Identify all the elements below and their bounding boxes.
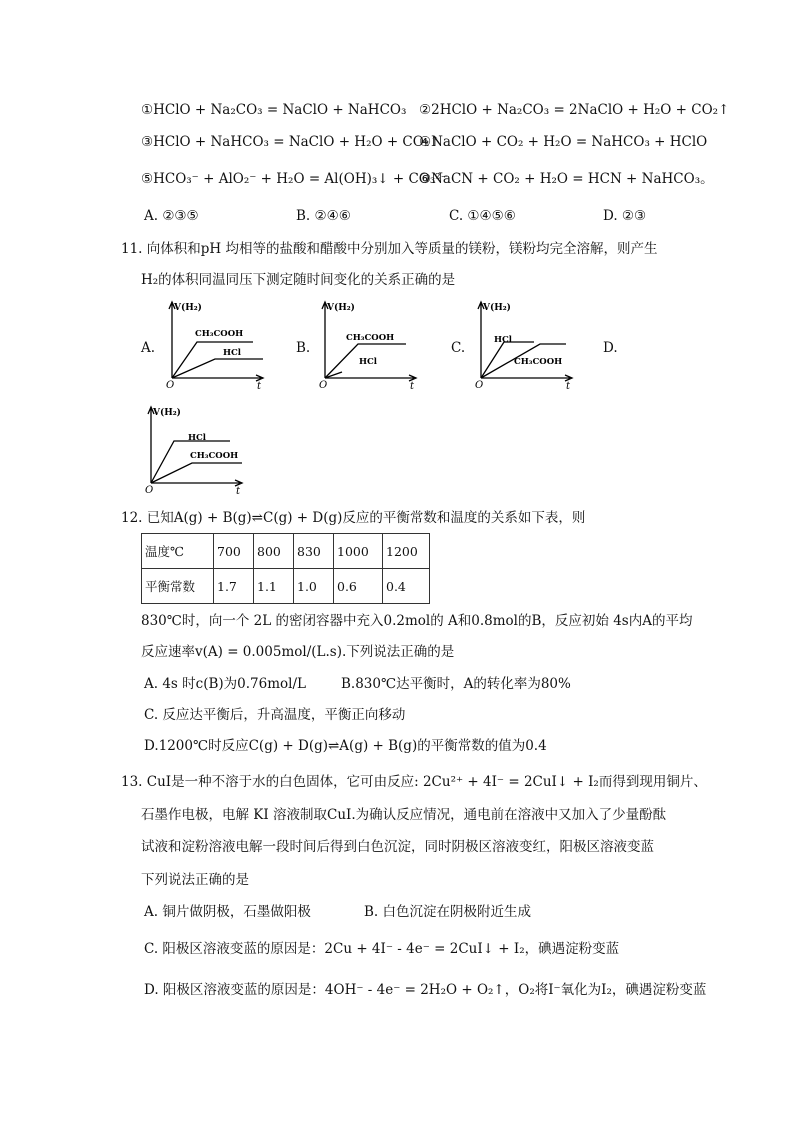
graph-c-bottom-label: CH₃COOH: [514, 357, 563, 367]
q10-option-a: A. ②③⑤: [144, 208, 199, 224]
graph-b: [318, 298, 418, 394]
table-cell: 0.4: [383, 569, 430, 604]
table-cell: 1.0: [294, 569, 334, 604]
equilibrium-table: [141, 533, 430, 604]
graph-b-top-label: CH₃COOH: [346, 333, 395, 343]
equation-5: ⑤HCO₃⁻ + AlO₂⁻ + H₂O = Al(OH)₃↓ + CO₃²⁻: [141, 171, 448, 187]
graph-d-xlabel: t: [236, 486, 241, 497]
graph-d-bottom-label: CH₃COOH: [190, 451, 239, 461]
table-cell: 830: [294, 534, 334, 569]
q13-stem-line4: 下列说法正确的是: [141, 872, 249, 888]
q12-option-a: A. 4s 时c(B)为0.76mol/L: [144, 676, 306, 692]
graph-a-bottom-label: HCl: [223, 348, 242, 358]
q12-stem: 12. 已知A(g) + B(g)⇌C(g) + D(g)反应的平衡常数和温度的关系如下表，则: [121, 510, 586, 526]
q10-option-d: D. ②③: [603, 208, 647, 224]
graph-a-ylabel: V(H₂): [174, 303, 202, 313]
q13-option-d: D. 阳极区溶液变蓝的原因是：4OH⁻ - 4e⁻ = 2H₂O + O₂↑，O₂将I⁻氧化为I₂，碘遇淀粉变蓝: [144, 982, 707, 998]
table-cell: 温度℃: [142, 534, 214, 569]
q12-option-b: B.830℃达平衡时，A的转化率为80%: [341, 676, 571, 692]
graph-b-bottom-label: HCl: [359, 357, 378, 367]
q11-option-c-label: C.: [451, 340, 466, 356]
graph-c-xlabel: t: [566, 381, 571, 392]
q11-stem-line1: 11. 向体积和pH 均相等的盐酸和醋酸中分别加入等质量的镁粉，镁粉均完全溶解，则产生: [121, 241, 658, 257]
q12-option-d: D.1200℃时反应C(g) + D(g)⇌A(g) + B(g)的平衡常数的值为0.4: [144, 738, 547, 754]
equation-3: ③HClO + NaHCO₃ = NaClO + H₂O + CO₂↑: [141, 134, 441, 150]
q13-stem-line2: 石墨作电极，电解 KI 溶液制取CuI.为确认反应情况，通电前在溶液中又加入了少量酚酞: [141, 807, 667, 823]
q13-option-c: C. 阳极区溶液变蓝的原因是：2Cu + 4I⁻ - 4e⁻ = 2CuI↓ + I₂，碘遇淀粉变蓝: [144, 941, 620, 957]
graph-d: [144, 403, 244, 499]
graph-a-top-label: CH₃COOH: [195, 329, 244, 339]
q13-option-b: B. 白色沉淀在阴极附近生成: [364, 904, 532, 920]
q11-option-d-label: D.: [603, 340, 618, 356]
q13-stem-line3: 试液和淀粉溶液电解一段时间后得到白色沉淀，同时阴极区溶液变红，阳极区溶液变蓝: [141, 839, 654, 855]
equation-4: ④NaClO + CO₂ + H₂O = NaHCO₃ + HClO: [419, 134, 708, 150]
graph-a-xlabel: t: [257, 381, 262, 392]
graph-a-origin: O: [166, 380, 175, 391]
equation-6: ⑥NaCN + CO₂ + H₂O = HCN + NaHCO₃。: [419, 171, 714, 187]
table-row: [142, 534, 430, 569]
q11-option-b-label: B.: [296, 340, 311, 356]
graph-d-origin: O: [145, 485, 154, 496]
q10-option-b: B. ②④⑥: [296, 208, 351, 224]
table-cell: 1.7: [214, 569, 254, 604]
equation-1: ①HClO + Na₂CO₃ = NaClO + NaHCO₃: [141, 102, 407, 118]
graph-d-ylabel: V(H₂): [153, 408, 181, 418]
table-cell: 0.6: [334, 569, 383, 604]
q11-option-a-label: A.: [141, 340, 156, 356]
graph-c-ylabel: V(H₂): [483, 303, 511, 313]
graph-b-ylabel: V(H₂): [327, 303, 355, 313]
graph-b-xlabel: t: [410, 381, 415, 392]
graph-c: [474, 298, 574, 394]
table-cell: 1000: [334, 534, 383, 569]
graph-d-top-label: HCl: [188, 433, 207, 443]
table-cell: 800: [254, 534, 294, 569]
table-cell: 1.1: [254, 569, 294, 604]
table-cell: 平衡常数: [142, 569, 214, 604]
table-cell: 700: [214, 534, 254, 569]
table-row: [142, 569, 430, 604]
equation-2: ②2HClO + Na₂CO₃ = 2NaClO + H₂O + CO₂↑: [419, 102, 730, 118]
q13-option-a: A. 铜片做阴极，石墨做阳极: [144, 904, 311, 920]
q11-stem-line2: H₂的体积同温同压下测定随时间变化的关系正确的是: [141, 272, 456, 288]
q10-option-c: C. ①④⑤⑥: [449, 208, 516, 224]
graph-c-top-label: HCl: [494, 335, 513, 345]
q13-stem-line1: 13. CuI是一种不溶于水的白色固体，它可由反应: 2Cu²⁺ + 4I⁻ = 2CuI↓ + I₂而得到现用铜片、: [121, 774, 707, 790]
table-cell: 1200: [383, 534, 430, 569]
graph-b-origin: O: [319, 380, 328, 391]
graph-a: [165, 298, 265, 394]
graph-c-origin: O: [475, 380, 484, 391]
q12-text-line1: 830℃时，向一个 2L 的密闭容器中充入0.2mol的 A和0.8mol的B，反应初始 4s内A的平均: [141, 613, 693, 629]
q12-text-line2: 反应速率v(A) = 0.005mol/(L.s).下列说法正确的是: [141, 644, 455, 660]
q12-option-c: C. 反应达平衡后，升高温度，平衡正向移动: [144, 707, 406, 723]
